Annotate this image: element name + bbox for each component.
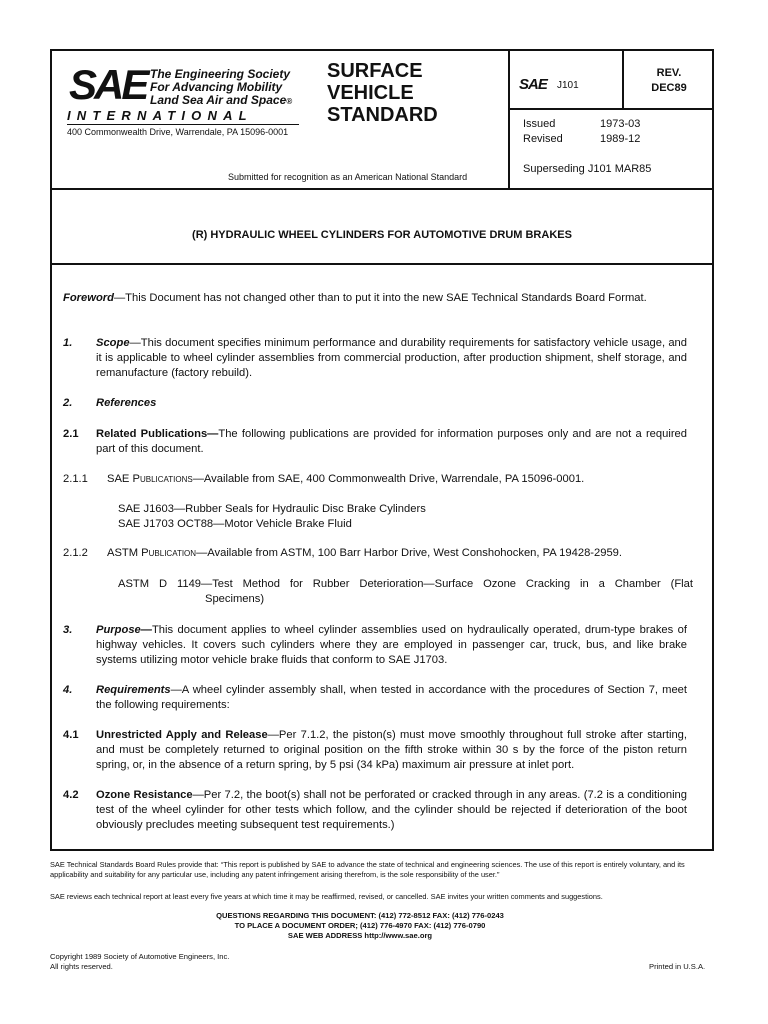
copyright-line: Copyright 1989 Society of Automotive Engineers, Inc. — [50, 952, 230, 961]
revised-label: Revised — [523, 133, 563, 145]
printed-in-usa: Printed in U.S.A. — [649, 962, 706, 971]
rev-label: REV. — [656, 67, 682, 79]
reference-astm-d1149-line-1: ASTM D 1149—Test Method for Rubber Deterioration—Surface Ozone Cracking in a Chamber (Flat — [118, 578, 693, 590]
rights-reserved-line: All rights reserved. — [50, 962, 113, 971]
section-4-paragraph — [96, 683, 687, 713]
revised-value: 1989-12 — [600, 133, 641, 145]
document-title: (R) HYDRAULIC WHEEL CYLINDERS FOR AUTOMOTIVE DRUM BRAKES — [192, 229, 572, 241]
section-3-label: Purpose— — [96, 624, 152, 636]
section-1-text: —This document specifies minimum performance and durability requirements for satisfactory vehicle usage, and it is applicable to wheel cylinder assemblies from commercial production, after production shipment, shelf storage, and remanufacture (factory rebuild). — [96, 337, 687, 379]
section-3-number: 3. — [63, 624, 73, 636]
revision-box — [624, 66, 714, 96]
copyright-block — [50, 952, 229, 972]
contact-orders: TO PLACE A DOCUMENT ORDER; (412) 776-4970 FAX: (412) 776-0790 — [234, 921, 486, 930]
registered-mark: ® — [286, 97, 293, 106]
tagline-line-1: The Engineering Society — [150, 67, 291, 81]
section-4-1-paragraph — [96, 728, 687, 773]
section-2-1-1-number: 2.1.1 — [63, 473, 88, 485]
sae-address: 400 Commonwealth Drive, Warrendale, PA 15096-0001 — [67, 127, 289, 137]
section-4-1-text: —Per 7.1.2, the piston(s) must move smoothly throughout full stroke after starting, and must be completely returned to original position on the fifth stroke within 30 s by the force of the piston return spring, or, in the absence of a return spring, by 5 psi (34 kPa) maximum air pressure at inlet port. — [96, 729, 688, 771]
header-divider — [50, 188, 714, 190]
document-number: J101 — [557, 80, 579, 91]
contact-questions: QUESTIONS REGARDING THIS DOCUMENT: (412) 772-8512 FAX: (412) 776-0243 — [216, 911, 504, 920]
wordmark-underline — [67, 124, 299, 125]
section-3-paragraph — [96, 623, 687, 668]
section-2-1-1-text: —Available from SAE, 400 Commonwealth Drive, Warrendale, PA 15096-0001. — [192, 473, 585, 485]
section-2-1-2-number: 2.1.2 — [63, 547, 88, 559]
section-4-label: Requirements — [96, 684, 171, 696]
superseding-note: Superseding J101 MAR85 — [523, 163, 652, 175]
issued-value: 1973-03 — [600, 118, 641, 130]
section-2-1-paragraph — [96, 427, 687, 457]
contact-block — [50, 911, 670, 941]
foreword-paragraph — [63, 291, 685, 306]
sae-small-logo: SAE — [519, 76, 547, 93]
international-wordmark: INTERNATIONAL — [67, 108, 253, 123]
section-2-1-1-label: SAE Publications — [107, 473, 193, 485]
section-2-1-2-label: ASTM Publication — [107, 547, 197, 559]
section-4-2-number: 4.2 — [63, 789, 79, 801]
section-1-number: 1. — [63, 337, 73, 349]
title-divider — [50, 263, 714, 265]
standards-board-rules: SAE Technical Standards Board Rules provide that: “This report is published by SAE to advance the state of technical and engineering sciences. The use of this report is entirely voluntary, and its applicability and suitability for any particular use, including any patent infringement arising therefrom, is the sole responsibility of the user.” — [50, 860, 685, 879]
section-1-label: Scope — [96, 337, 130, 349]
section-4-number: 4. — [63, 684, 73, 696]
section-4-text: —A wheel cylinder assembly shall, when tested in accordance with the procedures of Section 7, meet the following requirements: — [96, 684, 687, 711]
section-4-2-paragraph — [96, 788, 687, 833]
issued-label: Issued — [523, 118, 556, 130]
section-2-1-number: 2.1 — [63, 428, 79, 440]
section-2-1-1-paragraph — [107, 472, 687, 487]
tagline-line-2: For Advancing Mobility — [150, 80, 283, 94]
reference-j1703: SAE J1703 OCT88—Motor Vehicle Brake Fluid — [118, 518, 352, 530]
section-2-1-2-paragraph — [107, 546, 697, 561]
ansi-submission-note: Submitted for recognition as an American National Standard — [228, 172, 468, 182]
society-tagline — [150, 68, 292, 108]
section-4-2-text: —Per 7.2, the boot(s) shall not be perforated or cracked through in any areas. (7.2 is a conditioning test of the wheel cylinder for other tests which follow, and the cylinder should be rejected if deterioration of the boot obviously precludes meeting subsequent test requirements.) — [96, 789, 687, 831]
section-2-1-2-text: —Available from ASTM, 100 Barr Harbor Drive, West Conshohocken, PA 19428-2959. — [196, 547, 623, 559]
tagline-line-3: Land Sea Air and Space® — [150, 93, 293, 107]
section-1-paragraph — [96, 336, 687, 381]
section-4-2-label: Ozone Resistance — [96, 789, 193, 801]
foreword-text: —This Document has not changed other than to put it into the new SAE Technical Standards Board Format. — [113, 292, 647, 304]
header-right-divider — [508, 49, 510, 190]
document-type — [327, 60, 438, 126]
foreword-label: Foreword — [63, 292, 114, 304]
rev-box-bottom — [508, 108, 714, 110]
rev-value: DEC89 — [651, 82, 687, 94]
sae-logo: SAE — [69, 61, 147, 108]
doc-type-line-3: STANDARD — [327, 104, 438, 126]
section-2-heading: References — [96, 397, 157, 409]
reference-astm-d1149-line-2: Specimens) — [205, 593, 265, 605]
review-policy-note: SAE reviews each technical report at least every five years at which time it may be reaffirmed, revised, or cancelled. SAE invites your written comments and suggestions. — [50, 892, 603, 901]
section-4-1-number: 4.1 — [63, 729, 79, 741]
reference-j1603: SAE J1603—Rubber Seals for Hydraulic Disc Brake Cylinders — [118, 503, 426, 515]
contact-web-address: SAE WEB ADDRESS http://www.sae.org — [287, 931, 433, 940]
section-2-number: 2. — [63, 397, 73, 409]
doc-type-line-2: VEHICLE — [327, 82, 414, 104]
section-3-text: This document applies to wheel cylinder assemblies used on hydraulically operated, drum-type brakes of highway vehicles. It covers such cylinders where they are employed in passenger car, truck, bus, and like brake systems utilizing motor vehicle brake fluids that conform to SAE J1703. — [96, 624, 687, 666]
section-4-1-label: Unrestricted Apply and Release — [96, 729, 268, 741]
doc-type-line-1: SURFACE — [327, 60, 423, 82]
section-2-1-text: The following publications are provided for information purposes only and are not a required part of this document. — [96, 428, 687, 455]
section-2-1-label: Related Publications— — [96, 428, 219, 440]
